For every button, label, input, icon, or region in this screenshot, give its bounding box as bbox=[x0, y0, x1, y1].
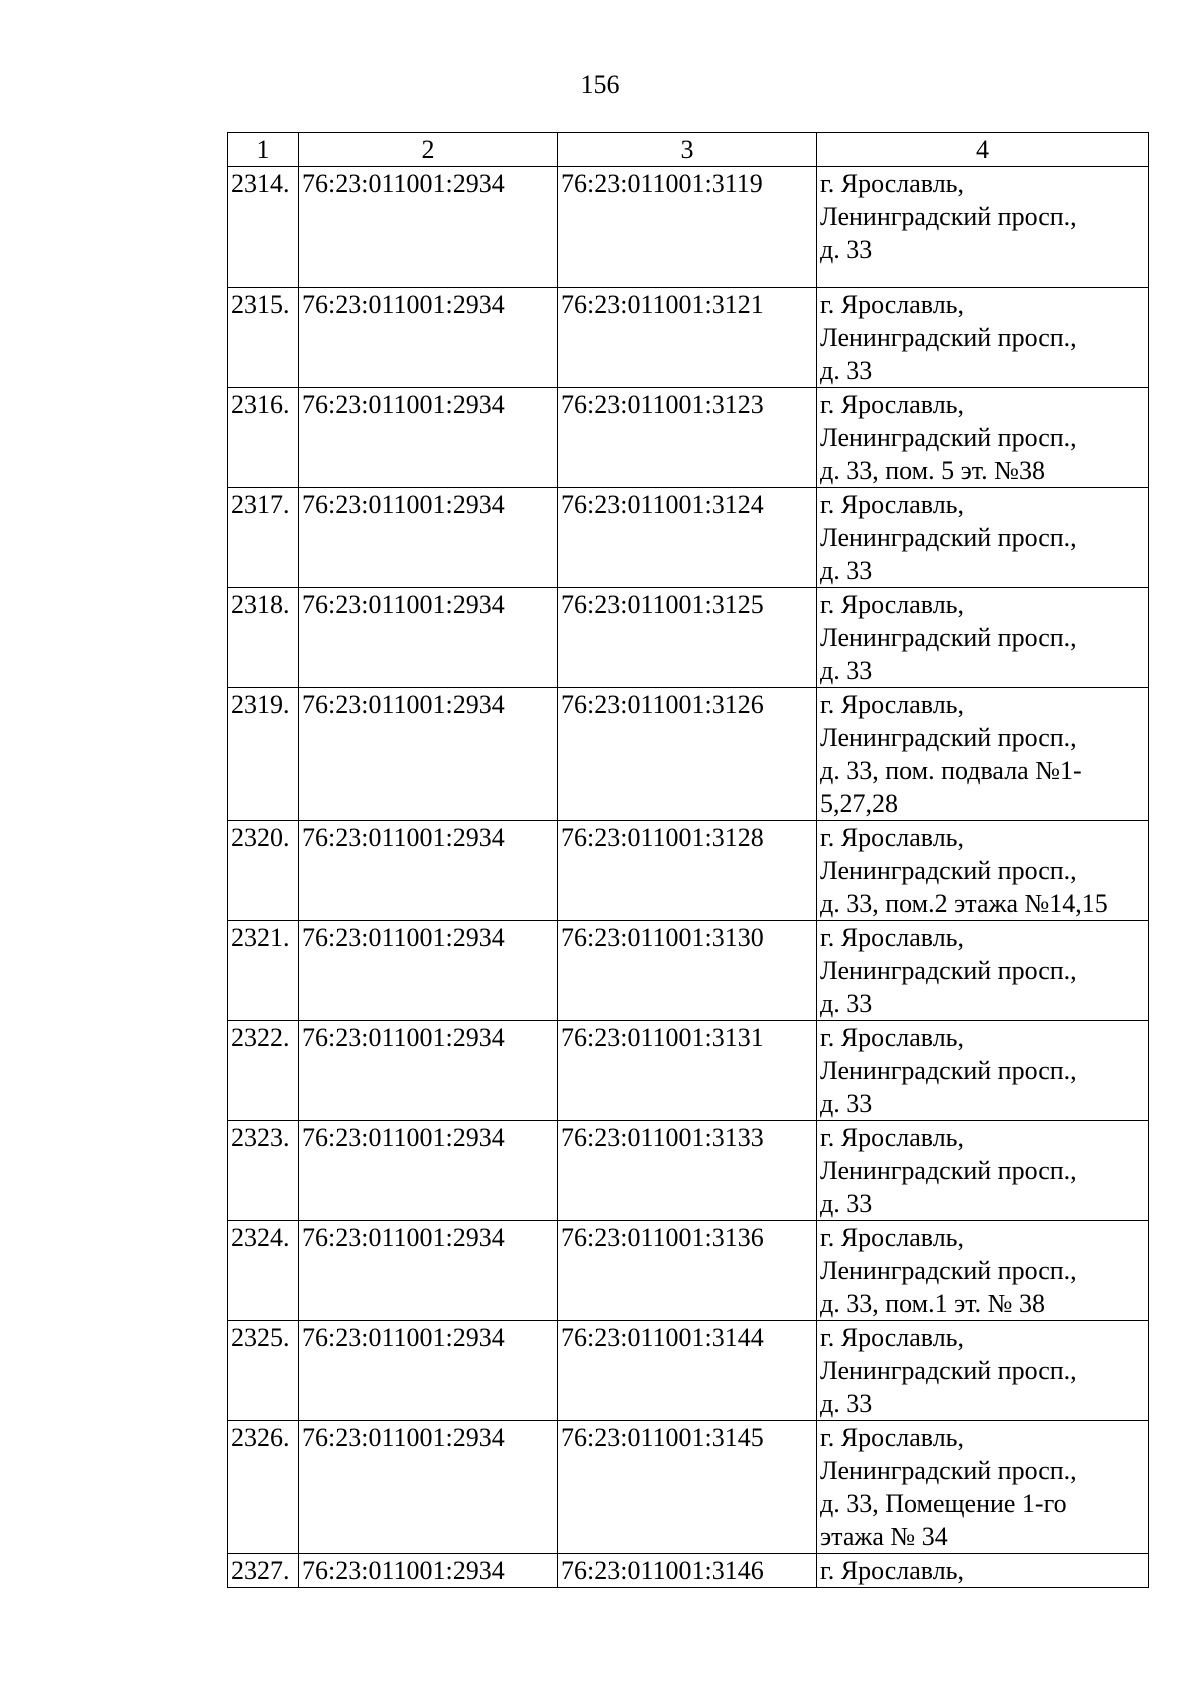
table-row bbox=[228, 1554, 1149, 1588]
row-number: 2319. bbox=[228, 688, 299, 821]
table-row bbox=[228, 388, 1149, 488]
parent-cadastral-number: 76:23:011001:2934 bbox=[299, 1121, 558, 1221]
cadastral-number: 76:23:011001:3128 bbox=[558, 821, 817, 921]
row-number: 2322. bbox=[228, 1021, 299, 1121]
parent-cadastral-number: 76:23:011001:2934 bbox=[299, 167, 558, 288]
address: г. Ярославль, Ленинградский просп., д. 33 bbox=[817, 588, 1149, 688]
table-row bbox=[228, 1021, 1149, 1121]
cadastral-number: 76:23:011001:3123 bbox=[558, 388, 817, 488]
parent-cadastral-number: 76:23:011001:2934 bbox=[299, 288, 558, 388]
row-number: 2321. bbox=[228, 921, 299, 1021]
parent-cadastral-number: 76:23:011001:2934 bbox=[299, 488, 558, 588]
row-number: 2317. bbox=[228, 488, 299, 588]
address: г. Ярославль, Ленинградский просп., д. 33 bbox=[817, 167, 1149, 288]
table-row bbox=[228, 588, 1149, 688]
row-number: 2316. bbox=[228, 388, 299, 488]
table-row bbox=[228, 921, 1149, 1021]
address: г. Ярославль, bbox=[817, 1554, 1149, 1588]
row-number: 2323. bbox=[228, 1121, 299, 1221]
row-number: 2325. bbox=[228, 1321, 299, 1421]
cadastral-number: 76:23:011001:3136 bbox=[558, 1221, 817, 1321]
page-number: 156 bbox=[580, 70, 620, 99]
column-header-1: 1 bbox=[228, 133, 299, 167]
table-row bbox=[228, 288, 1149, 388]
row-number: 2320. bbox=[228, 821, 299, 921]
address: г. Ярославль, Ленинградский просп., д. 33 bbox=[817, 1121, 1149, 1221]
cadastral-number: 76:23:011001:3121 bbox=[558, 288, 817, 388]
table-row bbox=[228, 688, 1149, 821]
address: г. Ярославль, Ленинградский просп., д. 33 bbox=[817, 288, 1149, 388]
parent-cadastral-number: 76:23:011001:2934 bbox=[299, 1554, 558, 1588]
parent-cadastral-number: 76:23:011001:2934 bbox=[299, 1321, 558, 1421]
row-number: 2314. bbox=[228, 167, 299, 288]
cadastral-number: 76:23:011001:3119 bbox=[558, 167, 817, 288]
address: г. Ярославль, Ленинградский просп., д. 33 bbox=[817, 1021, 1149, 1121]
parent-cadastral-number: 76:23:011001:2934 bbox=[299, 821, 558, 921]
parent-cadastral-number: 76:23:011001:2934 bbox=[299, 1421, 558, 1554]
row-number: 2324. bbox=[228, 1221, 299, 1321]
parent-cadastral-number: 76:23:011001:2934 bbox=[299, 921, 558, 1021]
cadastral-number: 76:23:011001:3145 bbox=[558, 1421, 817, 1554]
table-row bbox=[228, 488, 1149, 588]
address: г. Ярославль, Ленинградский просп., д. 33 bbox=[817, 488, 1149, 588]
parent-cadastral-number: 76:23:011001:2934 bbox=[299, 1021, 558, 1121]
address: г. Ярославль, Ленинградский просп., д. 33 bbox=[817, 921, 1149, 1021]
column-header-3: 3 bbox=[558, 133, 817, 167]
registry-table bbox=[227, 132, 1149, 1588]
table-row bbox=[228, 821, 1149, 921]
address: г. Ярославль, Ленинградский просп., д. 33, Помещение 1-го этажа № 34 bbox=[817, 1421, 1149, 1554]
cadastral-number: 76:23:011001:3125 bbox=[558, 588, 817, 688]
table-row bbox=[228, 1221, 1149, 1321]
address: г. Ярославль, Ленинградский просп., д. 33, пом.1 эт. № 38 bbox=[817, 1221, 1149, 1321]
address: г. Ярославль, Ленинградский просп., д. 33 bbox=[817, 1321, 1149, 1421]
column-header-4: 4 bbox=[817, 133, 1149, 167]
table-row bbox=[228, 1121, 1149, 1221]
column-header-2: 2 bbox=[299, 133, 558, 167]
parent-cadastral-number: 76:23:011001:2934 bbox=[299, 388, 558, 488]
table-header-row bbox=[228, 133, 1149, 167]
table-row bbox=[228, 167, 1149, 288]
table-row bbox=[228, 1421, 1149, 1554]
row-number: 2327. bbox=[228, 1554, 299, 1588]
row-number: 2326. bbox=[228, 1421, 299, 1554]
parent-cadastral-number: 76:23:011001:2934 bbox=[299, 588, 558, 688]
row-number: 2315. bbox=[228, 288, 299, 388]
cadastral-number: 76:23:011001:3131 bbox=[558, 1021, 817, 1121]
address: г. Ярославль, Ленинградский просп., д. 33, пом. 5 эт. №38 bbox=[817, 388, 1149, 488]
address: г. Ярославль, Ленинградский просп., д. 33, пом. подвала №1- 5,27,28 bbox=[817, 688, 1149, 821]
parent-cadastral-number: 76:23:011001:2934 bbox=[299, 688, 558, 821]
cadastral-number: 76:23:011001:3133 bbox=[558, 1121, 817, 1221]
row-number: 2318. bbox=[228, 588, 299, 688]
cadastral-number: 76:23:011001:3124 bbox=[558, 488, 817, 588]
table-row bbox=[228, 1321, 1149, 1421]
cadastral-number: 76:23:011001:3146 bbox=[558, 1554, 817, 1588]
cadastral-number: 76:23:011001:3126 bbox=[558, 688, 817, 821]
address: г. Ярославль, Ленинградский просп., д. 33, пом.2 этажа №14,15 bbox=[817, 821, 1149, 921]
cadastral-number: 76:23:011001:3130 bbox=[558, 921, 817, 1021]
cadastral-number: 76:23:011001:3144 bbox=[558, 1321, 817, 1421]
parent-cadastral-number: 76:23:011001:2934 bbox=[299, 1221, 558, 1321]
